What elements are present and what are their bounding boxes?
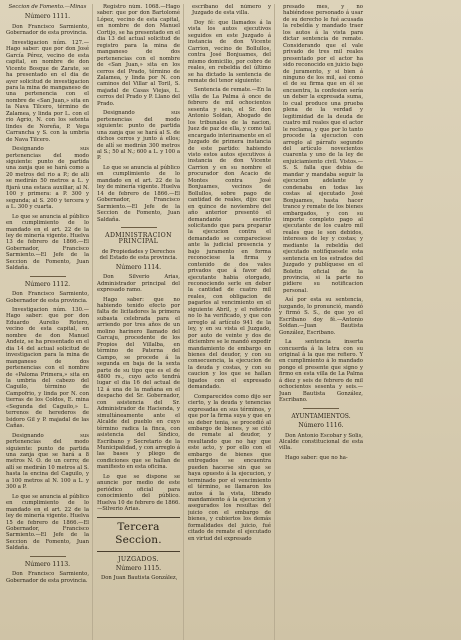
notice-number: Número 1115. bbox=[115, 564, 162, 572]
notice-body: Registro núm. 1068.—Hago saber: que por don Bartolomé López, vecino de esta capital, en nombre de don Manuel Cortijo, se ha presentado en el dia 13 del actual solicitud de registro para la mina de manganeso de dos pertenencias con el nombre de «San Juan,» sita en los cerros del Prado, término de Zalamea, y linda por N. con caminos del Villar al Toril, S. majadal de Casas Viejas, L. cerros del Prado y P. Llano del Prado. bbox=[97, 4, 180, 107]
column-3 bbox=[188, 4, 275, 640]
notice-body: presado mes, y no habiéndose personado á usar de su derecho le fué acusada la rebeldía y mandado traer los autos á la vista para dictar sentencia de remate. Considerando que el vale privado de tres mil reales presentado por el actor ha sido reconocido en juicio bajo de juramento, y si bien á ninguno de los mil, así como el de su firma que en él se encuentra, la confesion sería un deber la expresada suma, lo cual produce una prueba plena de la verdad y legitimidad de la deuda de cuatro mil reales que el actor le reclama, y que por lo tanto procede la ejecucion con arreglo al párrafo segundo del artículo novecientos cuarenta y uno de la ley de enjuiciamiento civil. Vistos.—S. S. falla que debia de mandar y mandaba seguir la ejecucion adelante y condenaba en todas las costas al ejecutado José Bonjuames, hasta hacer trance y remate de los bienes embargados, y con su importe completo pago al ejecutante de los cuatro mil reales que le son debidos, intereses de ley y costas; y mediante la rebeldía del ejecutado notifíquesele esta sentencia en los estrados del Juzgado y publíquese en el Boletin oficial de la provincia, si la parte no pidiere su notificacion personal. bbox=[283, 4, 363, 294]
notice-body: Hago saber: que no ha- bbox=[285, 454, 348, 461]
notice-number: Número 1114. bbox=[115, 263, 162, 271]
notice-heading: Don Antonio Escobar y Solis, Alcalde constitucional de esta villa. bbox=[279, 432, 363, 452]
notice-body: Lo que se anuncia al público en cumplimiento de lo mandado en el art. 22 de la ley de minería vigente. Huelva 13 de febrero de 1866.—El Gobernador, Francisco Sarmiento.—El Jefe de la Seccion de Fomento, Juan Saldaña. bbox=[6, 213, 89, 272]
notice-heading: Don Francisco Sarmiento, Gobernador de esta provincia. bbox=[6, 571, 89, 584]
section-title: Tercera Seccion. bbox=[115, 520, 162, 546]
divider bbox=[303, 408, 339, 409]
notice-body: Comparecidos como dijo ser cierto, y la deuda y tenencias expresadas en sus términos, y que por la firma suya y que en su deber tenia, se procedió al embargo de bienes, y se citó de remate al deudor, y resultando que no hay que este acto, y por ello con el embargo de bienes que entregados se encuentra pueden hacerse sin que se haya opuesto á la ejecucion, y terminado por el vencimiento el término, se llamaron los autos á la vista, librado mandamiento á la ejecucion y asegurados los resultas del juicio con el embargo de bienes, y cubiertos los demás formalidades del juicio, fué citado de remate el ejecutado en virtud del expresado bbox=[188, 393, 271, 542]
notice-body: Así por esta su sentencia, juzgando, lo pronunció, mandó y firmó S. S., de que yo el Escribano doy fé.—Antonio Soldan.—Juan Bautista González, Escribano. bbox=[279, 297, 363, 336]
section-banner bbox=[97, 517, 180, 552]
notice-heading: Don Francisco Sarmiento, Gobernador de esta provincia. bbox=[6, 291, 89, 304]
notice-heading: Don Silverio Arias, Administrador principal del expresado ramo. bbox=[97, 274, 180, 294]
column-2 bbox=[97, 4, 184, 640]
column-4 bbox=[279, 4, 366, 640]
notice-body: escribano del número y Juzgado de esta villa. bbox=[192, 4, 271, 17]
notice-body: Lo que se dispone se anuncie por medio de este periódico oficial para conocimiento del público. Huelva 10 de febrero de 1866.—Silverio Arias. bbox=[97, 473, 180, 513]
admin-subtitle: de Propiedades y Derechos del Estado de esta provincia. bbox=[99, 248, 178, 262]
notice-body: Designando sus pertenencias del modo siguiente: punto de partida una zanja que se hará a 8 metros N. O. de un cerro; de allí se medirán 10 metros al S. hasta la encina del Caguilo, y a 100 metros al N. 100 a L. y 300 a P. bbox=[6, 432, 89, 491]
subsection-title: JUZGADOS. bbox=[117, 555, 160, 563]
notice-body: Investigacion núm. 127.—Hago saber: que por don José García Pérez, vecino de esta capital, en nombre de don Vicente Bosque de Zarate, se ha presentado en el dia de ayer solicitud de investigacion para la mina de manganeso de una pertenencia con el nombre de «San Juan,» sita en la Nava Tilcero, término de Zalamea, y linda por L. con el rio Agrio, N. con los setenta lindes de Noreña, P. Vega Carrancha y S. con la umbria de Nava Tilcero. bbox=[6, 39, 89, 143]
notice-body: La sentencia inserta concuerda á la letra con su original á la que me refiero. Y en cumplimiento á lo mandado pongo el presente que signo y firmo en esta villa de La Palma á diez y seis de febrero de mil ochocientos sesenta y seis.—Juan Bautista González, Escribano. bbox=[279, 339, 363, 404]
notice-heading: Don Francisco Sarmiento, Gobernador de esta provincia. bbox=[6, 23, 89, 37]
notice-body: Investigacion núm. 130.—Hago saber: que por don Eduardo Aurelio Rotero, vecino de esta capital, en nombre de don Manuel Andeiz, se ha presentado en el dia 14 del actual solicitud de investigacion para la mina de manganeso de dos pertenencias con el nombre de «Paloma Primera,» sita en la umbria del cabezo del Caguilo, término de Campofrio, y linda por N. con tierras de los Coldos, E. mina «Segunda del Caguilo,» L. terrenos de herederos de Isidoro Gil y P. majadal de las Cañas. bbox=[6, 307, 89, 430]
notice-body: Sentencia de remate.—En la villa de La Palma á once de febrero de mil ochocientos sesenta y seis, el Sr. don Antonio Soldan, Abogado de los tribunales de la nacion, Juez de paz de ella, y como tal encargado interinamente en el Juzgado de primera instancia de este partido: habiendo visto estos autos ejecutivos á instancia de don Vicente Carrion y en su nombre el procurador don Acacio de Montes contra José Bonjuames, vecinos de Bollullos, sobre pago de cantidad de reales, dijo: que en quince de noviembre del año anterior presentó el demandante escrito solicitando que para preparar la ejecucion contra el demandado se compareciese ante la judicial presencia y bajo juramento en forma reconociese la firma y contenido de dos vales privados que á favor del ejecutante habia otorgado, reconociendo serle en deber la cantidad de cuatro mil reales, con obligacion de pagarlos al vencimiento en el siguiente Abril, y el referido no lo ha verificado, y que con arreglo al artículo 941 de la ley, y en su vista el Juzgado, por auto de veinte y dos de diciembre se le mandó expedir mandamiento de embargo en bienes del deudor, y con su consecuencia, la ejecucion de la deuda y costas, y con su caucion y los que se hallan ligados con el expresado demandado. bbox=[188, 87, 271, 391]
notice-number: Número 1113. bbox=[24, 560, 71, 568]
notice-body: Designando sus pertenencias del modo siguiente: punto de partida una zanja que se hará como a 20 metros del rio a P.; de alli se medirán 50 metros a L. y fijará una estaca auxiliar, al N. 100 y primera: a P. 300 y segunda; al S. 200 y tercera y a L. 300 y cuarta. bbox=[6, 146, 89, 211]
admin-title: ADMINISTRACION PRINCIPAL bbox=[105, 231, 172, 246]
notice-body: Doy fé: que llamados á la vista los autos ejecutivos seguidos en este Juzgado á instancia de don Vicente Carrion, vecino de Bollullos, contra José Bonjuames, del mismo domicilio, por cobro de reales, en rebeldía del último se ha dictado la sentencia de remate del tenor siguiente: bbox=[188, 19, 271, 84]
notice-body: Lo que se anuncia al público en cumplimiento de lo mandado en el art. 22 de la ley de minería vigente. Huelva 14 de febrero de 1866.—El Gobernador, Francisco Sarmiento.—El Jefe de la Seccion de Fomento, Juan Saldaña. bbox=[97, 164, 180, 223]
notice-number: Número 1112. bbox=[24, 280, 71, 288]
notice-number: Número 1111. bbox=[24, 13, 71, 21]
subsection-title: AYUNTAMIENTOS. bbox=[291, 412, 351, 420]
notice-body: Hago saber: que no habiendo tenido efecto por falta de licitadores la primera subasta celebrada para el arriendo por tres años de un molino harinero llamado del Carcaju, procedente de los Propios del Villalba, en término de Paterna del Campo, se procede á la segunda en baja de la sexta parte de su tipo que es el de 4800 rs., cuyo acto tendrá lugar el dia 16 del actual de 12 á una de la mañana en el despacho del Sr. Gobernador, con asistencia del Sr. Administrador de Hacienda, y simultáneamente ante el Alcalde del pueblo en cuyo término radica la finca, con asistencia del Síndico, Escribano y Secretario de la Municipalidad, y con arreglo á las bases y pliego de condiciones que se hallan de manifiesto en esta oficina. bbox=[97, 296, 180, 471]
divider bbox=[30, 556, 66, 557]
notice-body: Designando sus pertenencias del modo siguiente: punto de partida una zanja que se hará al S. de dichos cerros y junto á ellos; de allí se medirán 300 metros al S.; 50 al N.; 600 a L. y 100 a P. bbox=[97, 110, 180, 162]
divider bbox=[121, 227, 157, 228]
notice-heading: Don Juan Bautista González, bbox=[101, 575, 178, 582]
divider bbox=[30, 276, 66, 277]
notice-body: Lo que se anuncia al público en cumplimiento de lo mandado en el art. 22 de la ley de minería vigente. Huelva 15 de febrero de 1866.—El Gobernador, Francisco Sarmiento.—El Jefe de la Seccion de Fomento, Juan Saldaña. bbox=[6, 493, 89, 552]
section-header: Seccion de Fomento.—Minas bbox=[8, 4, 87, 10]
column-1 bbox=[6, 4, 93, 640]
notice-number: Número 1116. bbox=[298, 422, 344, 430]
